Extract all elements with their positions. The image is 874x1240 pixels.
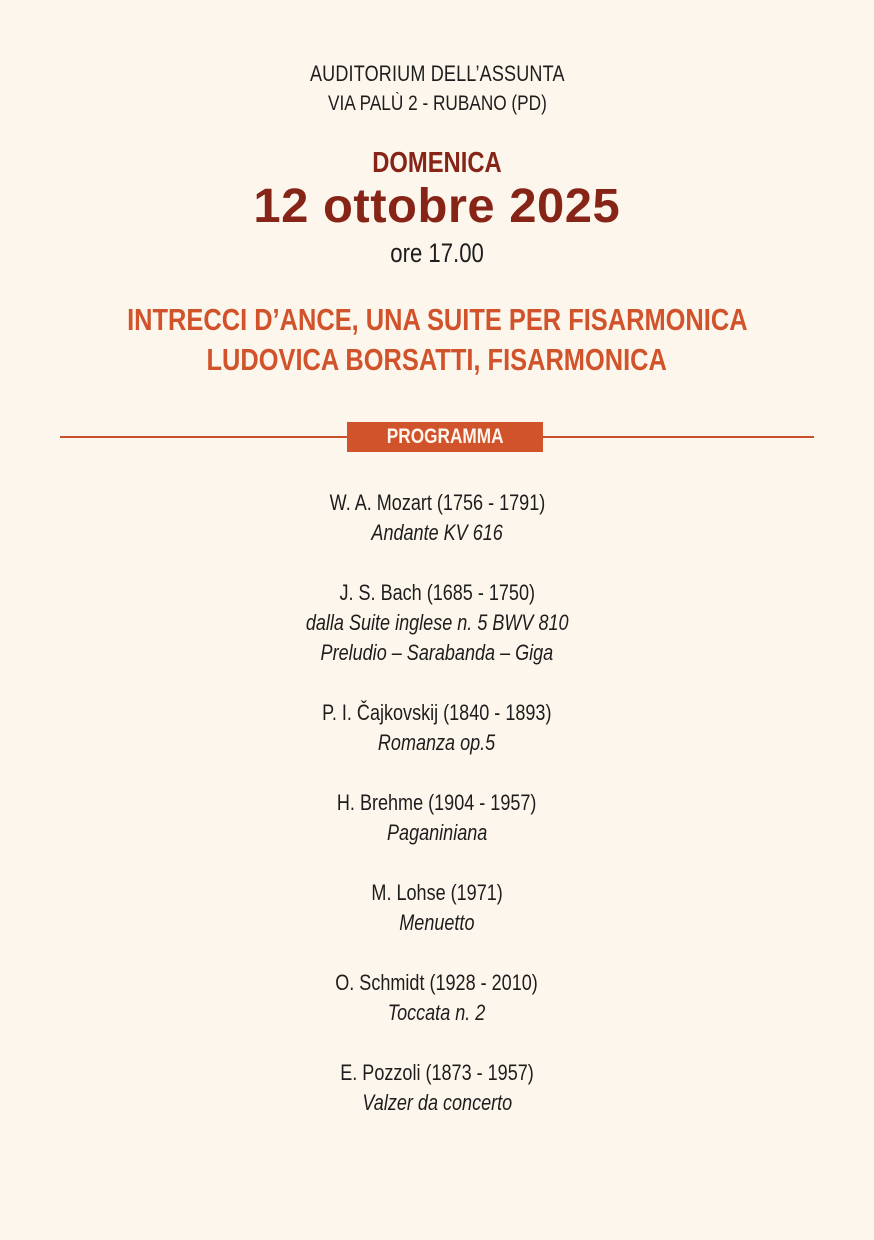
performer-text: LUDOVICA BORSATTI, FISARMONICA	[206, 342, 668, 377]
concert-title	[0, 302, 874, 338]
work-title-text: Valzer da concerto	[362, 1090, 512, 1115]
program-item	[0, 788, 874, 848]
program-list	[0, 488, 874, 1148]
event-time-text: ore 17.00	[390, 238, 484, 268]
work-title-text: Paganiniana	[386, 820, 488, 845]
divider-left	[60, 436, 348, 438]
composer-text: E. Pozzoli (1873 - 1957)	[340, 1060, 534, 1085]
venue-address-text: VIA PALÙ 2 - RUBANO (PD)	[327, 92, 547, 115]
composer-text: P. I. Čajkovskij (1840 - 1893)	[322, 700, 552, 725]
program-item	[0, 578, 874, 668]
work-title	[0, 728, 874, 758]
divider-right	[542, 436, 814, 438]
event-time	[0, 237, 874, 269]
program-heading	[347, 422, 543, 452]
work-title-text: Menuetto	[399, 910, 475, 935]
work-movements-text: Preludio – Sarabanda – Giga	[320, 640, 554, 665]
work-title	[0, 818, 874, 848]
composer-text: J. S. Bach (1685 - 1750)	[339, 580, 535, 605]
work-title-text: Toccata n. 2	[388, 1000, 486, 1025]
work-title	[0, 518, 874, 548]
venue-name-text: AUDITORIUM DELL’ASSUNTA	[309, 61, 565, 86]
venue-address	[0, 91, 874, 117]
composer	[0, 578, 874, 608]
work-title	[0, 1088, 874, 1118]
composer-text: H. Brehme (1904 - 1957)	[337, 790, 537, 815]
composer	[0, 788, 874, 818]
composer-text: O. Schmidt (1928 - 2010)	[335, 970, 539, 995]
composer	[0, 968, 874, 998]
work-title-text: Andante KV 616	[371, 520, 503, 545]
program-item	[0, 698, 874, 758]
program-item	[0, 1058, 874, 1118]
concert-title-text: INTRECCI D’ANCE, UNA SUITE PER FISARMONICA	[126, 302, 748, 337]
program-item	[0, 878, 874, 938]
composer	[0, 878, 874, 908]
composer-text: W. A. Mozart (1756 - 1791)	[329, 490, 545, 515]
event-day	[0, 146, 874, 180]
composer-text: M. Lohse (1971)	[371, 880, 503, 905]
work-title-text: dalla Suite inglese n. 5 BWV 810	[305, 610, 569, 635]
event-date	[0, 177, 874, 237]
program-heading-text: PROGRAMMA	[386, 425, 504, 448]
event-day-text: DOMENICA	[372, 147, 502, 179]
venue-name	[0, 61, 874, 87]
composer	[0, 698, 874, 728]
composer	[0, 1058, 874, 1088]
program-item	[0, 488, 874, 548]
composer	[0, 488, 874, 518]
work-title	[0, 908, 874, 938]
work-title	[0, 998, 874, 1028]
work-title-text: Romanza op.5	[378, 730, 496, 755]
performer	[0, 342, 874, 378]
work-title	[0, 608, 874, 638]
event-date-text: 12 ottobre 2025	[253, 180, 621, 233]
program-item	[0, 968, 874, 1028]
work-movements	[0, 638, 874, 668]
